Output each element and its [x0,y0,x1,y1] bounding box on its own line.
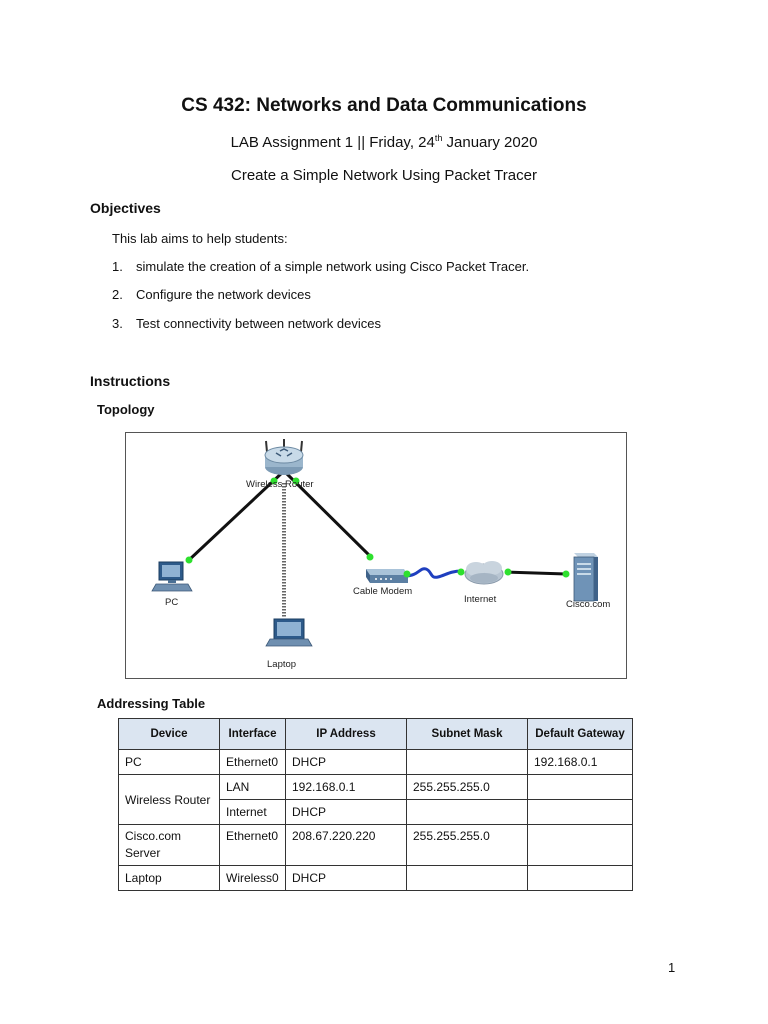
cell-mask: 255.255.255.0 [407,775,528,800]
router-icon [265,439,303,475]
cell-interface: Internet [220,800,286,825]
cell-gateway [528,800,633,825]
objectives-heading: Objectives [90,200,161,216]
list-item-number: 2. [112,287,123,302]
cell-device: Cisco.com Server [119,825,220,866]
lab-date-prefix: LAB Assignment 1 || Friday, 24 [230,134,435,151]
list-item-text: simulate the creation of a simple network using Cisco Packet Tracer. [136,259,530,274]
router-label: Wireless Router [246,479,314,490]
cell-interface: Ethernet0 [220,825,286,866]
cell-interface: Ethernet0 [220,750,286,775]
lab-date-superscript: th [434,133,443,143]
cell-gateway [528,775,633,800]
list-item-text: Configure the network devices [136,287,311,302]
internet-label: Internet [464,594,497,605]
cell-mask [407,750,528,775]
lab-assignment-line [0,133,768,151]
internet-cloud-icon [465,561,503,584]
cable-modem-label: Cable Modem [353,586,413,597]
cell-interface: Wireless0 [220,866,286,891]
lab-subtitle: Create a Simple Network Using Packet Tracer [231,167,537,184]
table-header-row [119,719,633,750]
cell-ip: DHCP [286,750,407,775]
laptop-label: Laptop [267,659,297,670]
server-icon [574,553,598,601]
document-title: CS 432: Networks and Data Communications [181,95,587,116]
addressing-table-heading: Addressing Table [97,696,206,711]
cell-gateway [528,825,633,866]
cell-ip: 208.67.220.220 [286,825,407,866]
table-row [119,750,633,775]
column-header-subnet-mask: Subnet Mask [407,719,528,750]
list-item-number: 1. [112,259,123,274]
server-label: Cisco.com [566,599,611,610]
laptop-icon [266,619,312,646]
list-item-text: Test connectivity between network devices [136,316,381,331]
column-header-default-gateway: Default Gateway [528,719,633,750]
pc-icon [152,562,192,591]
cell-device: Laptop [119,866,220,891]
cell-gateway [528,866,633,891]
list-item-number: 3. [112,316,123,331]
page-number: 1 [668,960,676,975]
column-header-device: Device [119,719,220,750]
link-modem-internet [406,569,462,578]
addressing-table [118,718,633,891]
table-row [119,866,633,891]
cell-device: Wireless Router [119,775,220,825]
table-row [119,825,633,866]
cell-gateway: 192.168.0.1 [528,750,633,775]
topology-heading: Topology [97,402,155,417]
lab-date-suffix: January 2020 [442,134,538,151]
pc-label: PC [165,597,179,608]
topology-diagram [125,432,627,679]
link-status-dots [186,478,570,578]
cell-ip: DHCP [286,800,407,825]
cell-device: PC [119,750,220,775]
column-header-interface: Interface [220,719,286,750]
cell-ip: DHCP [286,866,407,891]
cell-mask: 255.255.255.0 [407,825,528,866]
cell-mask [407,866,528,891]
column-header-ip-address: IP Address [286,719,407,750]
objectives-intro: This lab aims to help students: [112,231,288,246]
topology-svg [126,433,626,678]
cell-ip: 192.168.0.1 [286,775,407,800]
table-row [119,775,633,800]
cell-mask [407,800,528,825]
cable-modem-icon [366,569,408,583]
cell-interface: LAN [220,775,286,800]
link-internet-server [506,572,566,574]
instructions-heading: Instructions [90,373,171,389]
